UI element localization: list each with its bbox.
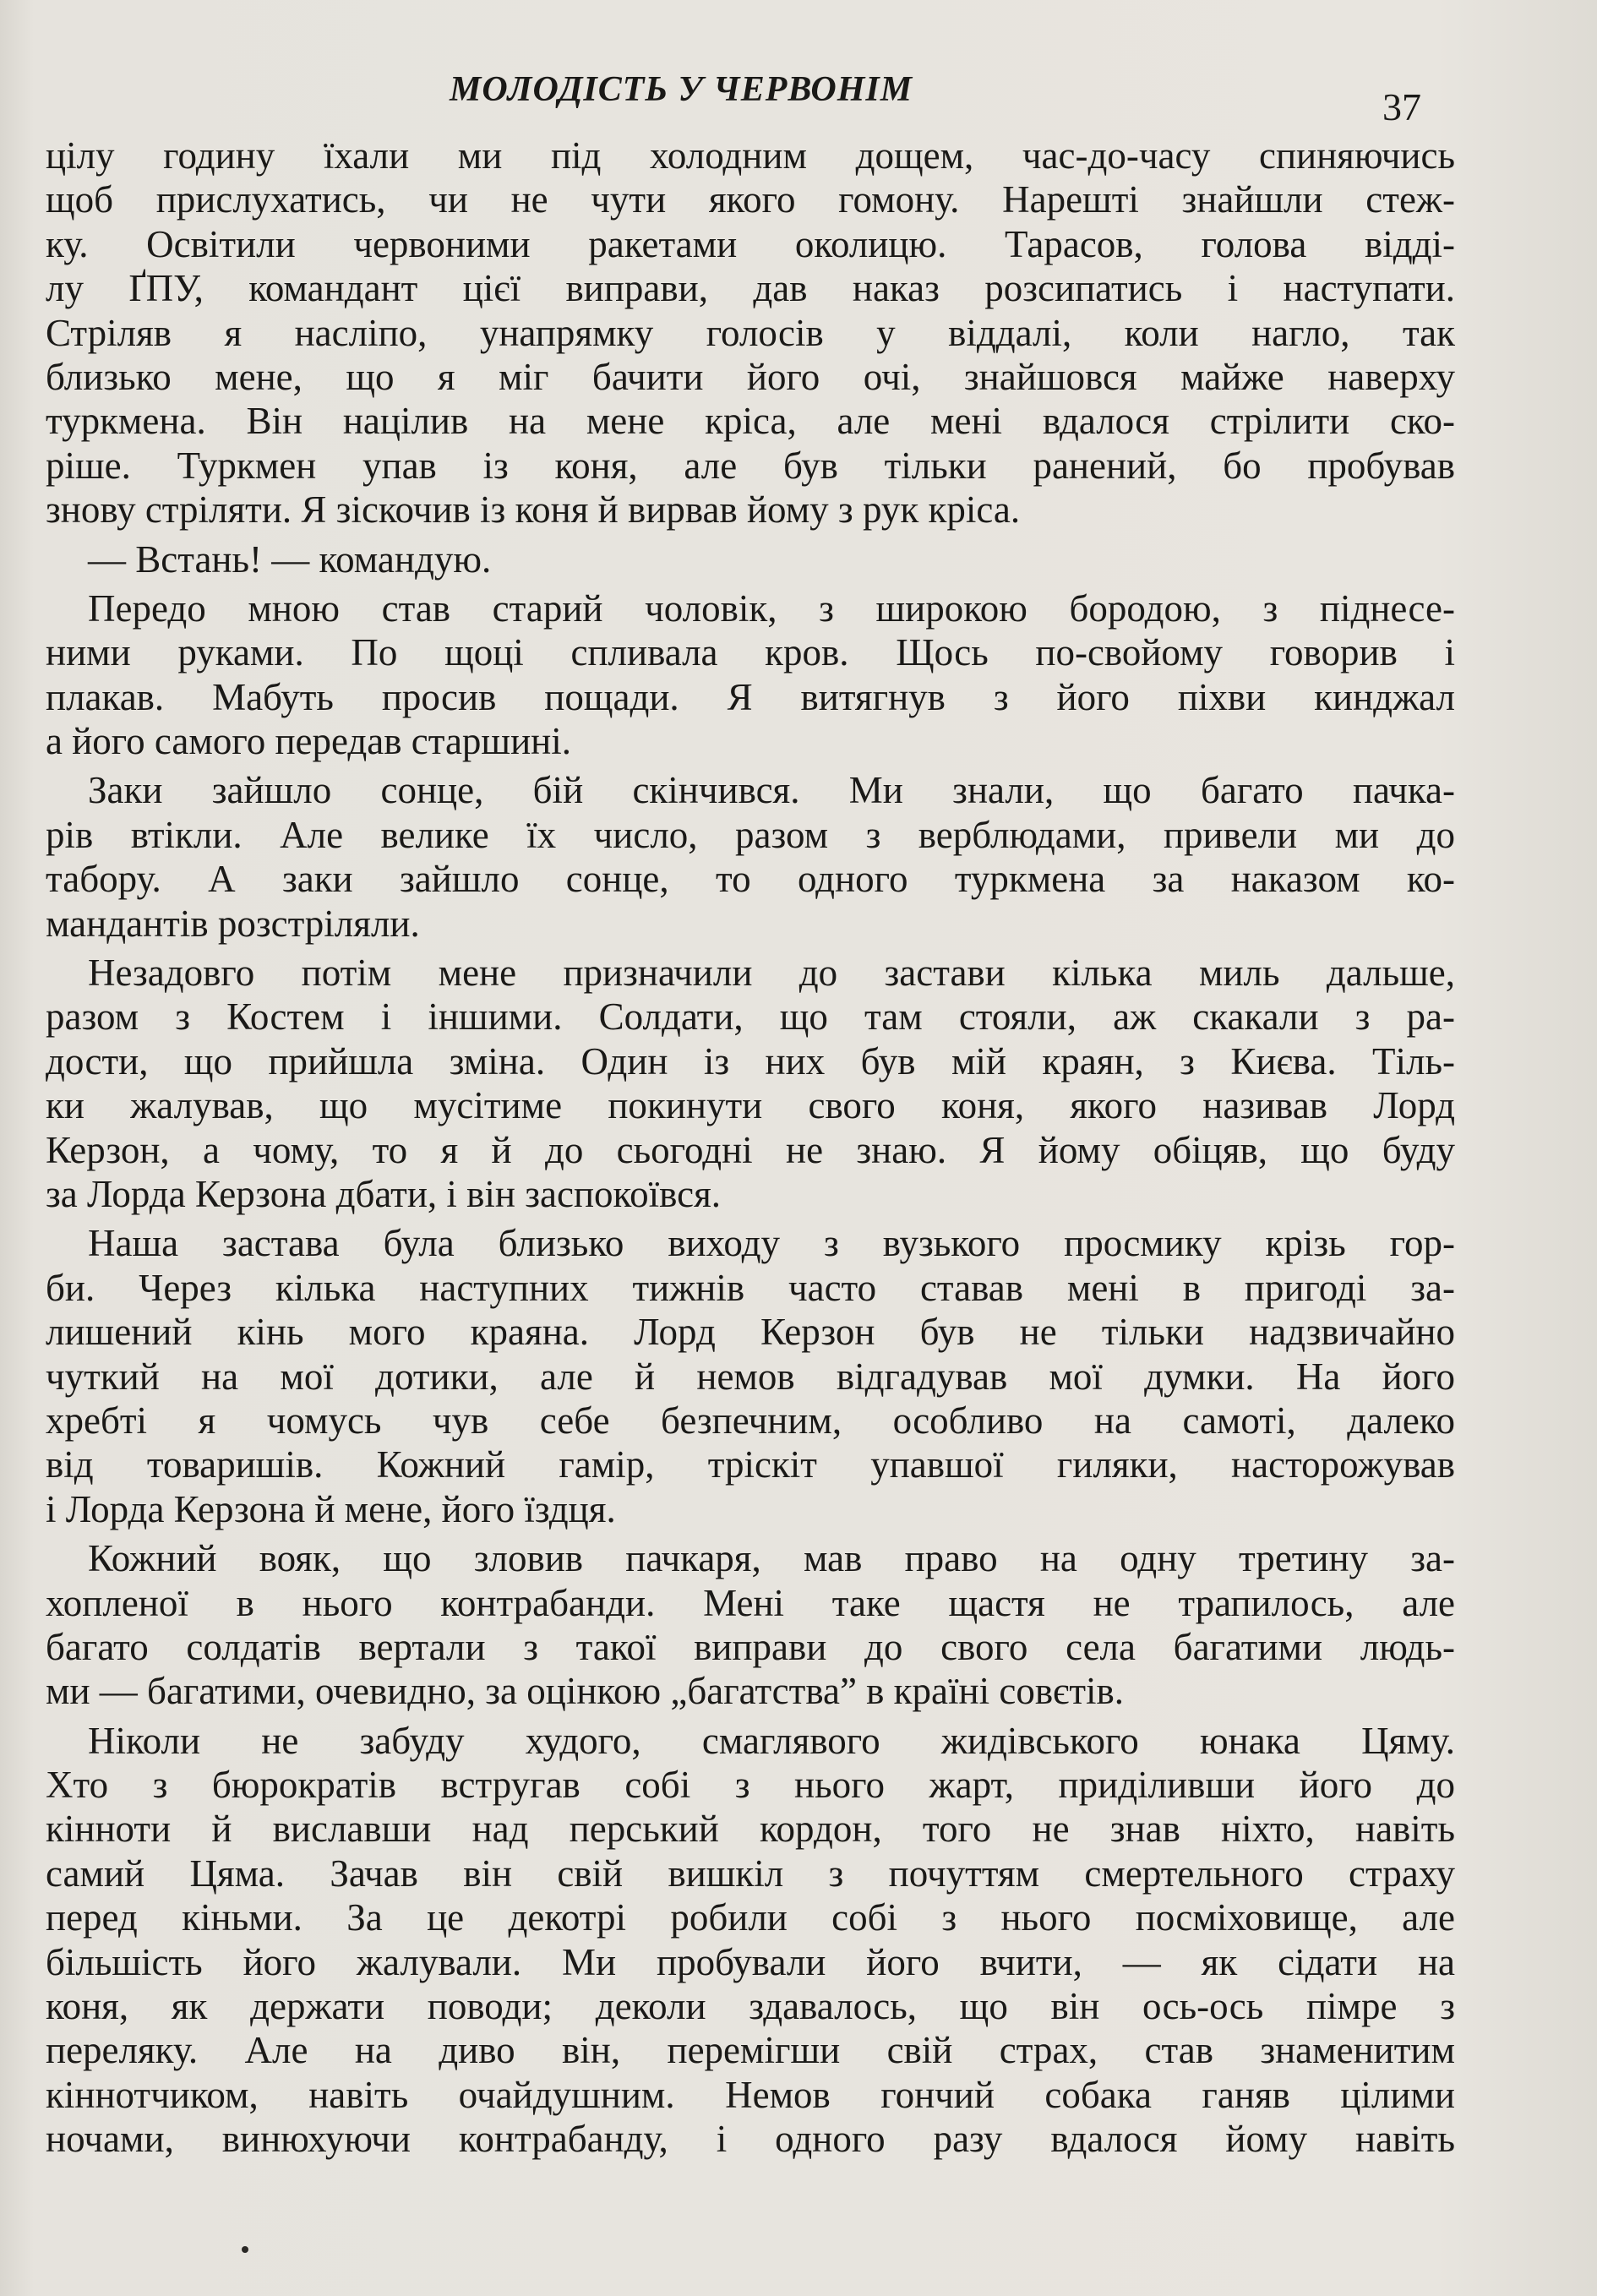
text-line: самий Цяма. Зачав він свій вишкіл з почуттям смертельного страху <box>46 1852 1455 1895</box>
text-line: Незадовго потім мене призначили до застави кілька миль дальше, <box>88 952 1455 995</box>
text-line: Передо мною став старий чоловік, з широкою бородою, з піднесе- <box>88 586 1455 630</box>
text-line: кіннотчиком, навіть очайдушним. Немов гончий собака ганяв цілими <box>46 2073 1455 2116</box>
text-line: знову стріляти. Я зіскочив із коня й вирвав йому з рук кріса. <box>46 488 1021 532</box>
text-line: Наша застава була близько виходу з вузького просмику крізь гор- <box>88 1222 1455 1265</box>
text-line: туркмена. Він націлив на мене кріса, але мені вдалося стрілити ско- <box>46 400 1455 443</box>
text-line: Керзон, а чому, то я й до сьогодні не знаю. Я йому обіцяв, що буду <box>46 1128 1455 1171</box>
text-line: чуткий на мої дотики, але й немов відгадував мої думки. На його <box>46 1355 1455 1398</box>
text-line: разом з Костем і іншими. Солдати, що там стояли, аж скакали з ра- <box>46 995 1455 1039</box>
text-line: хребті я чомусь чув себе безпечним, особливо на самоті, далеко <box>46 1399 1455 1442</box>
text-line: і Лорда Керзона й мене, його їздця. <box>46 1487 616 1530</box>
text-line: за Лорда Керзона дбати, і він заспокоївся. <box>46 1172 722 1215</box>
text-line: багато солдатів вертали з такої виправи до свого села багатими людь- <box>46 1625 1455 1668</box>
text-line: а його самого передав старшині. <box>46 720 571 763</box>
text-line: ку. Освітили червоними ракетами околицю. Тарасов, голова відді- <box>46 222 1455 265</box>
text-line: щоб прислухатись, чи не чути якого гомону. Нарешті знайшли стеж- <box>46 178 1455 221</box>
text-line: Хто з бюрократів встругав собі з нього жарт, приділивши його до <box>46 1764 1455 1807</box>
text-line: кінноти й виславши над перський кордон, того не знав ніхто, навіть <box>46 1808 1455 1851</box>
text-line: — Встань! — командую. <box>88 537 492 581</box>
text-line: хопленої в нього контрабанди. Мені таке щастя не трапилось, але <box>46 1581 1455 1624</box>
text-line: більшість його жалували. Ми пробували його вчити, — як сідати на <box>46 1940 1455 1983</box>
text-line: би. Через кілька наступних тижнів часто ставав мені в пригоді за- <box>46 1266 1455 1309</box>
text-line: переляку. Але на диво він, перемігши свій страх, став знаменитим <box>46 2029 1455 2072</box>
running-title: МОЛОДІСТЬ У ЧЕРВОНІМ <box>450 70 913 109</box>
text-line: ріше. Туркмен упав із коня, але був тільки ранений, бо пробував <box>46 444 1455 487</box>
text-line: перед кіньми. За це декотрі робили собі з нього посміховище, але <box>46 1896 1455 1939</box>
text-line: від товаришів. Кожний гамір, тріскіт упавшої гиляки, насторожував <box>46 1443 1455 1486</box>
text-line: Кожний вояк, що зловив пачкаря, мав право на одну третину за- <box>88 1537 1455 1580</box>
text-line: плакав. Мабуть просив пощади. Я витягнув з його піхви кинджал <box>46 675 1455 718</box>
text-line: близько мене, що я міг бачити його очі, знайшовся майже наверху <box>46 355 1455 398</box>
text-line: дости, що прийшла зміна. Один із них був мій краян, з Києва. Тіль- <box>46 1039 1455 1083</box>
text-line: лу ҐПУ, командант цієї виправи, дав наказ розсипатись і наступати. <box>46 267 1455 310</box>
text-line: цілу годину їхали ми під холодним дощем, час-до-часу спиняючись <box>46 134 1455 177</box>
text-line: Стріляв я насліпо, унапрямку голосів у віддалі, коли нагло, так <box>46 311 1455 354</box>
text-line: коня, як держати поводи; деколи здавалось, що він ось-ось пімре з <box>46 1985 1455 2028</box>
text-line: ночами, винюхуючи контрабанду, і одного разу вдалося йому навіть <box>46 2118 1455 2161</box>
ink-speck <box>242 2246 248 2253</box>
body-text <box>46 134 1455 2162</box>
text-line: лишений кінь мого краяна. Лорд Керзон був не тільки надзвичайно <box>46 1311 1455 1354</box>
text-line: ми — багатими, очевидно, за оцінкою „багатства” в країні совєтів. <box>46 1670 1125 1713</box>
text-line: табору. А заки зайшло сонце, то одного туркмена за наказом ко- <box>46 858 1455 901</box>
text-line: Ніколи не забуду худого, смаглявого жидівського юнака Цяму. <box>88 1719 1455 1762</box>
page-number: 37 <box>1382 85 1421 128</box>
text-line: Заки зайшло сонце, бій скінчився. Ми знали, що багато пачка- <box>88 769 1455 812</box>
text-line: ними руками. По щоці спливала кров. Щось по-свойому говорив і <box>46 631 1455 674</box>
text-line: мандантів розстріляли. <box>46 902 420 945</box>
text-line: ки жалував, що мусітиме покинути свого коня, якого називав Лорд <box>46 1084 1455 1127</box>
text-line: рів втікли. Але велике їх число, разом з верблюдами, привели ми до <box>46 813 1455 856</box>
